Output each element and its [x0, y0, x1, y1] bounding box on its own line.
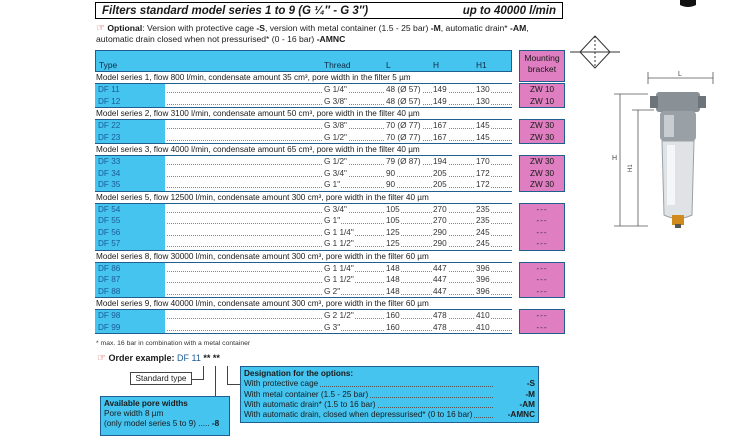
- designation-row: [244, 410, 535, 420]
- bracket-value: ZW 30: [529, 121, 555, 130]
- table-row: [95, 84, 512, 96]
- bracket-value: ZW 30: [529, 157, 555, 166]
- designation-box: [240, 366, 539, 423]
- option-code: -AM: [510, 23, 527, 33]
- connector-line: [215, 366, 216, 396]
- col-h: H: [433, 60, 440, 70]
- mounting-bracket-cell: [519, 119, 565, 144]
- l-cell: 125: [386, 239, 400, 248]
- l-cell: 79 (Ø 87): [386, 157, 421, 166]
- h1-cell: 172: [476, 168, 490, 178]
- h-cell: 167: [433, 121, 447, 130]
- bracket-value: ---: [536, 263, 548, 273]
- type-cell: DF 34: [95, 168, 165, 180]
- thread-cell: G 1/4": [324, 85, 347, 94]
- optional-lead: Optional: [107, 23, 143, 33]
- bracket-value: ---: [536, 322, 548, 332]
- h1-cell: 396: [476, 263, 490, 273]
- l-cell: 148: [386, 263, 400, 273]
- filter-body-shape: [650, 92, 706, 228]
- connector-line: [227, 366, 228, 384]
- type-cell: DF 33: [95, 156, 165, 168]
- dim-l-label: L: [678, 71, 682, 78]
- l-cell: 70 (Ø 77): [386, 121, 421, 130]
- type-cell: DF 57: [95, 238, 165, 250]
- h-cell: 478: [433, 311, 447, 320]
- h1-cell: 130: [476, 96, 490, 106]
- h-cell: 194: [433, 157, 447, 166]
- bracket-value: ZW 30: [529, 132, 555, 142]
- designation-row: [244, 379, 535, 389]
- l-cell: 160: [386, 311, 400, 320]
- top-fitting-shape: [680, 0, 696, 7]
- bracket-value: ZW 30: [529, 168, 555, 178]
- bracket-value: ---: [536, 239, 548, 248]
- option-code: -AMNC: [316, 34, 346, 44]
- group-rows: [95, 263, 512, 299]
- l-cell: 125: [386, 227, 400, 237]
- h1-cell: 396: [476, 275, 490, 284]
- h1-cell: 130: [476, 85, 490, 94]
- thread-cell: G 1/2": [324, 157, 347, 166]
- designation-text: With automatic drain* (1.5 to 16 bar): [244, 399, 376, 409]
- col-l: L: [386, 60, 391, 70]
- group-title: Model series 8, flow 30000 l/min, condensate amount 300 cm³, pore width in the filter 60 µm: [95, 251, 512, 263]
- thread-cell: G 1 1/4": [324, 227, 354, 237]
- h-cell: 167: [433, 132, 447, 142]
- filter-drawing: [568, 0, 740, 442]
- l-cell: 90: [386, 180, 396, 189]
- thread-cell: G 2 1/2": [324, 311, 354, 320]
- h-cell: 270: [433, 216, 447, 225]
- designation-list: [244, 379, 535, 420]
- l-cell: 105: [386, 204, 400, 214]
- table-row: [95, 204, 512, 216]
- order-code: DF 11: [177, 353, 201, 363]
- thread-cell: G 2": [324, 286, 341, 296]
- h1-cell: 245: [476, 239, 490, 248]
- l-cell: 70 (Ø 77): [386, 132, 421, 142]
- optional-text: , automatic drain*: [440, 23, 511, 33]
- table-row: [95, 238, 512, 250]
- designation-text: With automatic drain, closed when depressurised* (0 to 16 bar): [244, 410, 473, 420]
- flow-range: up to 40000 l/min: [462, 4, 556, 17]
- thread-cell: G 1": [324, 216, 341, 225]
- mounting-bracket-cell: [519, 83, 565, 108]
- header-bar: [95, 2, 563, 19]
- l-cell: 48 (Ø 57): [386, 85, 421, 94]
- table-body: [95, 72, 512, 334]
- table-row: [95, 274, 512, 286]
- table-row: [95, 310, 512, 322]
- group-title: Model series 9, flow 40000 l/min, condensate amount 300 cm³, pore width in the filter 60 µm: [95, 298, 512, 310]
- col-thread: Thread: [324, 60, 351, 70]
- group-rows: [95, 120, 512, 144]
- h1-cell: 172: [476, 180, 490, 189]
- h1-cell: 410: [476, 311, 490, 320]
- bracket-value: ZW 30: [529, 180, 555, 189]
- h1-cell: 235: [476, 204, 490, 214]
- pore-title: Available pore widths: [104, 399, 188, 408]
- h1-cell: 170: [476, 157, 490, 166]
- option-code: -S: [256, 23, 265, 33]
- h1-cell: 145: [476, 121, 490, 130]
- order-example: [97, 353, 220, 364]
- bracket-value: ---: [536, 275, 548, 284]
- designation-title: Designation for the options:: [244, 369, 354, 378]
- type-cell: DF 86: [95, 263, 165, 275]
- designation-row: [244, 400, 535, 410]
- h1-cell: 410: [476, 322, 490, 332]
- bracket-value: ZW 10: [529, 85, 555, 94]
- bracket-value: ---: [536, 216, 548, 225]
- connector-line: [227, 384, 240, 385]
- optional-text: , version with metal container (1.5 - 25 bar): [264, 23, 431, 33]
- h1-cell: 235: [476, 216, 490, 225]
- table-row: [95, 215, 512, 227]
- thread-cell: G 1 1/2": [324, 239, 354, 248]
- h-cell: 270: [433, 204, 447, 214]
- type-cell: DF 11: [95, 84, 165, 96]
- table-header: [95, 50, 512, 72]
- optional-note: [96, 23, 566, 45]
- group-title: Model series 5, flow 12500 l/min, condensate amount 300 cm³, pore width in the filter 40 µm: [95, 192, 512, 204]
- pore-width-box: [100, 396, 230, 436]
- bracket-value: ZW 10: [529, 96, 555, 106]
- dim-h1-label: H1: [628, 164, 634, 172]
- mounting-bracket-cell: [519, 155, 565, 192]
- h-cell: 290: [433, 227, 447, 237]
- thread-cell: G 3/4": [324, 168, 347, 178]
- order-suffix: ** **: [200, 353, 220, 363]
- designation-code: -S: [526, 379, 535, 389]
- mounting-bracket-cell: [519, 262, 565, 299]
- bracket-value: ---: [536, 204, 548, 214]
- h1-cell: 245: [476, 227, 490, 237]
- designation-text: With protective cage: [244, 379, 319, 389]
- optional-text: , automatic drain closed when not pressurised* (0 - 16 bar): [96, 23, 529, 44]
- thread-cell: G 3/4": [324, 204, 347, 214]
- group-title: Model series 2, flow 3100 l/min, condensate amount 50 cm³, pore width in the filter 40 µm: [95, 108, 512, 120]
- pore-line: Pore width 8 µm: [104, 409, 164, 418]
- pointing-hand-icon: ☞: [97, 353, 106, 364]
- pore-line: (only model series 5 to 9) .....: [104, 419, 210, 428]
- optional-text: : Version with protective cage: [142, 23, 257, 33]
- thread-cell: G 3": [324, 322, 341, 332]
- h-cell: 290: [433, 239, 447, 248]
- h-cell: 447: [433, 286, 447, 296]
- option-code: -M: [430, 23, 441, 33]
- table-row: [95, 227, 512, 239]
- connector-line: [203, 366, 204, 379]
- h-cell: 447: [433, 263, 447, 273]
- thread-cell: G 3/8": [324, 96, 347, 106]
- table-row: [95, 132, 512, 144]
- h-cell: 149: [433, 85, 447, 94]
- designation-text: With metal container (1.5 - 25 bar): [244, 389, 369, 399]
- thread-cell: G 1/2": [324, 132, 347, 142]
- col-h1: H1: [476, 60, 487, 70]
- h-cell: 478: [433, 322, 447, 332]
- bracket-value: ---: [536, 286, 548, 296]
- thread-cell: G 1 1/2": [324, 275, 354, 284]
- l-cell: 48 (Ø 57): [386, 96, 421, 106]
- l-cell: 90: [386, 168, 396, 178]
- type-cell: DF 55: [95, 215, 165, 227]
- bracket-value: ---: [536, 311, 548, 320]
- group-title: Model series 1, flow 800 l/min, condensate amount 35 cm³, pore width in the filter 5 µm: [95, 72, 512, 84]
- table-row: [95, 156, 512, 168]
- h-cell: 447: [433, 275, 447, 284]
- footnote: * max. 16 bar in combination with a metal container: [96, 340, 251, 347]
- group-rows: [95, 310, 512, 334]
- group-rows: [95, 84, 512, 108]
- mounting-bracket-header: Mounting bracket: [519, 50, 565, 82]
- designation-row: [244, 390, 535, 400]
- page-title: Filters standard model series 1 to 9 (G ¹⁄₄″ - G 3″): [102, 4, 369, 17]
- table-row: [95, 286, 512, 298]
- dim-h-label: H: [612, 155, 618, 162]
- type-cell: DF 54: [95, 204, 165, 216]
- thread-cell: G 1": [324, 180, 341, 189]
- table-row: [95, 179, 512, 191]
- type-cell: DF 87: [95, 274, 165, 286]
- l-cell: 148: [386, 275, 400, 284]
- table-row: [95, 96, 512, 108]
- group-rows: [95, 204, 512, 251]
- type-cell: DF 35: [95, 179, 165, 191]
- designation-code: -M: [525, 389, 535, 399]
- thread-cell: G 1 1/4": [324, 263, 354, 273]
- h-cell: 205: [433, 168, 447, 178]
- filter-table: [95, 50, 512, 334]
- h-cell: 149: [433, 96, 447, 106]
- type-cell: DF 22: [95, 120, 165, 132]
- pointing-hand-icon: ☞: [96, 23, 105, 34]
- type-cell: DF 99: [95, 322, 165, 334]
- connector-line: [192, 379, 204, 380]
- standard-type-box: Standard type: [130, 372, 192, 385]
- mounting-bracket-cell: [519, 309, 565, 334]
- table-row: [95, 168, 512, 180]
- h1-cell: 396: [476, 286, 490, 296]
- bracket-value: ---: [536, 227, 548, 237]
- type-cell: DF 98: [95, 310, 165, 322]
- mounting-bracket-column: [519, 50, 565, 332]
- mounting-bracket-cell: [519, 203, 565, 251]
- h-cell: 205: [433, 180, 447, 189]
- group-rows: [95, 156, 512, 192]
- l-cell: 105: [386, 216, 400, 225]
- pore-code: -8: [211, 419, 220, 428]
- designation-code: -AMNC: [507, 410, 535, 420]
- l-cell: 160: [386, 322, 400, 332]
- col-type: Type: [99, 60, 118, 70]
- table-row: [95, 263, 512, 275]
- type-cell: DF 56: [95, 227, 165, 239]
- order-label: Order example:: [108, 353, 175, 363]
- thread-cell: G 3/8": [324, 121, 347, 130]
- filter-symbol-icon: [570, 36, 620, 68]
- table-row: [95, 322, 512, 334]
- l-cell: 148: [386, 286, 400, 296]
- table-row: [95, 120, 512, 132]
- type-cell: DF 12: [95, 96, 165, 108]
- h1-cell: 145: [476, 132, 490, 142]
- type-cell: DF 88: [95, 286, 165, 298]
- product-artwork: [568, 0, 740, 442]
- group-title: Model series 3, flow 4000 l/min, condensate amount 65 cm³, pore width in the filter 40 µm: [95, 144, 512, 156]
- type-cell: DF 23: [95, 132, 165, 144]
- designation-code: -AM: [519, 399, 535, 409]
